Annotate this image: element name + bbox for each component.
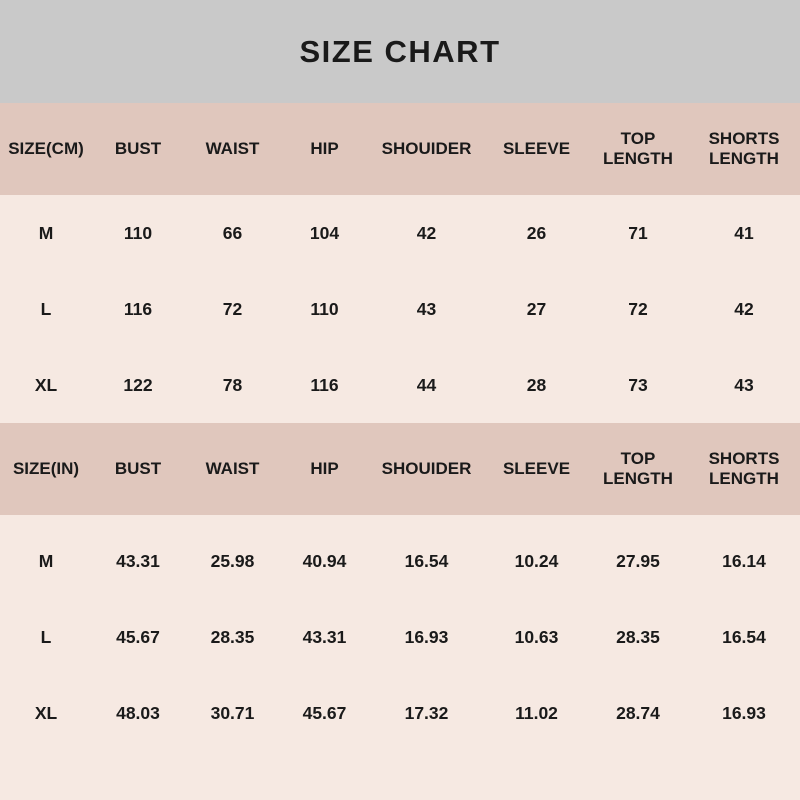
column-header-waist-cm [184, 103, 281, 195]
column-header-line1: SLEEVE [502, 459, 571, 479]
cell-waist: 66 [184, 195, 281, 271]
table-row [0, 523, 800, 599]
column-header-line1: WAIST [205, 459, 260, 479]
column-header-shoulder-cm [368, 103, 485, 195]
cell-top-length: 72 [588, 271, 688, 347]
cell-bust: 122 [92, 347, 184, 423]
cell-shorts-length: 16.54 [688, 599, 800, 675]
cell-hip: 104 [281, 195, 368, 271]
cell-sleeve: 27 [485, 271, 588, 347]
table-spacer [0, 515, 800, 523]
column-header-line2: LENGTH [709, 469, 779, 488]
column-header-sleeve-cm [485, 103, 588, 195]
column-header-waist-in [184, 423, 281, 515]
column-header-line1: SHORTS [708, 129, 780, 149]
table-row [0, 195, 800, 271]
cell-top-length: 28.35 [588, 599, 688, 675]
cell-bust: 110 [92, 195, 184, 271]
column-header-line1: SIZE(CM) [8, 139, 84, 159]
cell-shorts-length: 41 [688, 195, 800, 271]
cell-shorts-length: 43 [688, 347, 800, 423]
cell-sleeve: 10.63 [485, 599, 588, 675]
column-header-line1: TOP [620, 449, 656, 469]
column-header-line1: WAIST [205, 139, 260, 159]
cell-sleeve: 10.24 [485, 523, 588, 599]
column-header-shorts-length-cm [688, 103, 800, 195]
column-header-size-cm [0, 103, 92, 195]
cell-waist: 28.35 [184, 599, 281, 675]
cell-size: M [0, 195, 92, 271]
column-header-line1: SHOUIDER [381, 139, 472, 159]
cell-shorts-length: 16.93 [688, 675, 800, 751]
cell-sleeve: 26 [485, 195, 588, 271]
page-title: SIZE CHART [299, 33, 501, 69]
cell-top-length: 27.95 [588, 523, 688, 599]
column-header-line2: LENGTH [709, 149, 779, 168]
column-header-top-length-in [588, 423, 688, 515]
cell-top-length: 71 [588, 195, 688, 271]
cell-waist: 72 [184, 271, 281, 347]
column-header-line2: LENGTH [603, 469, 673, 488]
column-header-bust-cm [92, 103, 184, 195]
cell-sleeve: 28 [485, 347, 588, 423]
column-header-hip-cm [281, 103, 368, 195]
column-header-line1: BUST [114, 459, 162, 479]
table-row [0, 599, 800, 675]
cell-bust: 43.31 [92, 523, 184, 599]
cell-hip: 116 [281, 347, 368, 423]
column-header-shorts-length-in [688, 423, 800, 515]
cell-size: XL [0, 675, 92, 751]
column-header-line1: HIP [310, 459, 339, 479]
table-header-row-cm [0, 103, 800, 195]
cell-shorts-length: 16.14 [688, 523, 800, 599]
column-header-line2: LENGTH [603, 149, 673, 168]
column-header-line1: BUST [114, 139, 162, 159]
title-bar [0, 0, 800, 103]
cell-shorts-length: 42 [688, 271, 800, 347]
column-header-bust-in [92, 423, 184, 515]
column-header-line1: SHOUIDER [381, 459, 472, 479]
cell-hip: 40.94 [281, 523, 368, 599]
cell-bust: 45.67 [92, 599, 184, 675]
cell-size: M [0, 523, 92, 599]
cell-waist: 25.98 [184, 523, 281, 599]
cell-shoulder: 17.32 [368, 675, 485, 751]
column-header-line1: SIZE(IN) [12, 459, 80, 479]
spacer-cell [0, 515, 800, 523]
table-row [0, 347, 800, 423]
cell-waist: 30.71 [184, 675, 281, 751]
size-table-cm [0, 103, 800, 423]
cell-bust: 116 [92, 271, 184, 347]
table-row [0, 675, 800, 751]
cell-shoulder: 42 [368, 195, 485, 271]
column-header-top-length-cm [588, 103, 688, 195]
column-header-shoulder-in [368, 423, 485, 515]
cell-sleeve: 11.02 [485, 675, 588, 751]
column-header-line1: SHORTS [708, 449, 780, 469]
column-header-hip-in [281, 423, 368, 515]
cell-shoulder: 44 [368, 347, 485, 423]
cell-top-length: 28.74 [588, 675, 688, 751]
cell-size: XL [0, 347, 92, 423]
column-header-size-in [0, 423, 92, 515]
cell-shoulder: 16.54 [368, 523, 485, 599]
column-header-line1: TOP [620, 129, 656, 149]
cell-hip: 45.67 [281, 675, 368, 751]
size-table-in [0, 423, 800, 751]
cell-size: L [0, 271, 92, 347]
cell-hip: 43.31 [281, 599, 368, 675]
cell-top-length: 73 [588, 347, 688, 423]
cell-bust: 48.03 [92, 675, 184, 751]
cell-hip: 110 [281, 271, 368, 347]
cell-shoulder: 16.93 [368, 599, 485, 675]
cell-size: L [0, 599, 92, 675]
table-row [0, 271, 800, 347]
column-header-line1: SLEEVE [502, 139, 571, 159]
column-header-sleeve-in [485, 423, 588, 515]
table-header-row-in [0, 423, 800, 515]
cell-waist: 78 [184, 347, 281, 423]
column-header-line1: HIP [310, 139, 339, 159]
cell-shoulder: 43 [368, 271, 485, 347]
